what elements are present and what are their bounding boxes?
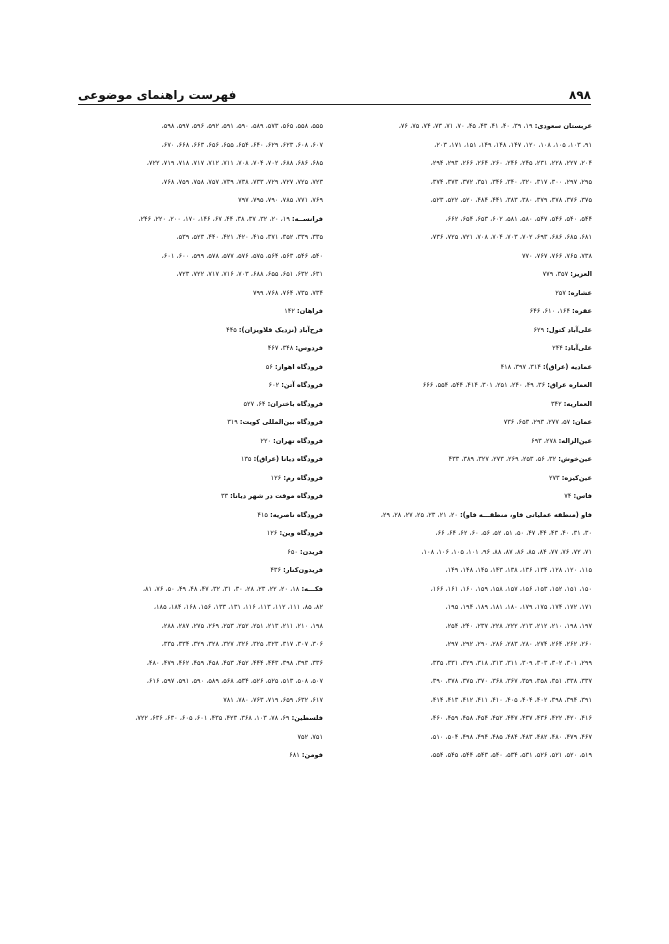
index-line — [78, 709, 323, 728]
index-entry-term: علی‌آباد کتول: — [546, 325, 592, 334]
index-line — [345, 506, 592, 525]
index-line — [345, 524, 592, 543]
index-entry-term: فرودگاه تهران: — [273, 436, 323, 445]
index-entry-term: علی‌آباد: — [564, 344, 592, 352]
index-entry-term: عشاره: — [567, 288, 592, 297]
index-entry-pages: ۳۶، ۴۹، ۲۴۰، ۲۵۱، ۳۰۱، ۴۱۴، ۵۴۴، ۵۵۴، ۶۶۶ — [422, 381, 548, 389]
index-entry-term: عمان: — [572, 418, 592, 426]
index-entry-pages: ۲۷۸، ۶۹۳ — [531, 436, 559, 445]
index-line — [345, 376, 592, 395]
index-entry-term: العماریه: — [563, 399, 592, 408]
index-entry-pages: ۲۷۳ — [548, 473, 562, 482]
index-entry-pages: ۲۲۰ — [260, 436, 274, 445]
index-line — [78, 228, 323, 247]
index-entry-pages: ۶۸۱، ۶۸۵، ۶۸۶، ۶۹۳، ۷۰۲، ۷۰۳، ۷۰۴، ۷۰۸، ۷۲۱، ۷۲۵، ۷۳۶، — [430, 233, 592, 241]
index-line — [345, 339, 592, 358]
index-entry-pages: ۴۱۶، ۴۲۰، ۴۲۲، ۴۳۶، ۴۳۷، ۴۴۷، ۴۵۲، ۴۵۴، ۴۵۸، ۴۵۹، ۴۶۰، — [430, 714, 592, 722]
index-line — [78, 247, 323, 266]
index-entry-term: فرودگاه موقت در شهر دیانا: — [230, 492, 323, 500]
index-entry-pages: ۵۴۴، ۵۴۰، ۵۴۶، ۵۴۷، ۵۸۰، ۵۸۱، ۶۰۲، ۶۵۳، ۶۵۴، ۶۶۲، — [445, 214, 592, 223]
index-entry-pages: ۲۹۵، ۲۹۷، ۳۰۰، ۳۱۷، ۳۲۰، ۳۴۰، ۳۴۶، ۳۵۱، ۳۷۲، ۳۷۳، ۳۷۴، — [430, 177, 592, 186]
index-line — [78, 672, 323, 691]
index-entry-pages: ۱۵۰، ۱۵۱، ۱۵۲، ۱۵۳، ۱۵۶، ۱۵۷، ۱۵۸، ۱۵۹، ۱۶۰، ۱۶۱، ۱۶۶، — [430, 584, 592, 593]
index-entry-pages: ۷۳۴، ۷۳۵، ۷۶۴، ۷۶۸، ۷۹۹ — [252, 288, 323, 297]
index-entry-pages: ۱۴۲ — [284, 307, 297, 315]
index-entry-pages: ۵۰۷، ۵۰۸، ۵۱۳، ۵۲۵، ۵۲۶، ۵۳۴، ۵۶۸، ۵۸۹، ۵۹۰، ۵۹۱، ۵۹۷، ۶۱۶، — [146, 677, 323, 685]
index-entry-pages: ۶۱۷، ۶۳۲، ۶۵۹، ۷۱۹، ۷۶۳، ۷۸۰، ۷۸۱ — [223, 695, 323, 704]
index-entry-pages: ۳۰۶، ۳۰۷، ۳۱۷، ۳۲۳، ۳۲۵، ۳۲۶، ۳۲۷، ۳۲۸، ۳۲۹، ۳۳۴، ۳۳۵، — [161, 640, 323, 648]
index-line — [78, 284, 323, 303]
running-title: فهرست راهنمای موضوعی — [78, 88, 237, 102]
index-entry-pages: ۴۱۵ — [257, 510, 271, 519]
index-entry-term: عربستان سعودی: — [534, 122, 592, 130]
index-entry-pages: ۳۴۲ — [551, 399, 564, 408]
index-line — [345, 265, 592, 284]
index-entry-pages: ۷۱، ۷۲، ۷۶، ۷۷، ۸۴، ۸۵، ۸۶، ۸۷، ۸۸، ۹۶، ۱۰۱، ۱۰۵، ۱۰۶، ۱۰۸، — [421, 547, 592, 556]
index-line — [345, 654, 592, 673]
index-entry-pages: ۹۱، ۱۰۳، ۱۰۵، ۱۰۸، ۱۲۰، ۱۴۷، ۱۴۸، ۱۴۹، ۱۵۱، ۱۷۱، ۲۰۳، — [434, 140, 592, 149]
index-line — [78, 376, 323, 395]
index-entry-term: فراهان: — [297, 307, 323, 315]
index-entry-pages: ۱۹۸، ۲۱۰، ۲۱۱، ۲۱۳، ۲۵۱، ۲۵۲، ۲۵۳، ۲۶۹، ۲۷۵، ۲۸۷، ۲۸۸، — [161, 621, 323, 630]
index-entry-term: عین‌خوش: — [558, 455, 592, 463]
index-entry-pages: ۷۵۱، ۷۵۲ — [297, 732, 323, 741]
index-entry-term: عمادیه (عراق): — [543, 362, 592, 371]
header-rule — [78, 104, 591, 105]
index-line — [78, 302, 323, 321]
index-entry-pages: ۶۵۰ — [287, 547, 301, 556]
index-entry-pages: ۳۱۴، ۳۹۷، ۴۱۸ — [500, 362, 544, 371]
index-entry-pages: ۳۳۷، ۳۳۸، ۳۵۱، ۳۵۸، ۳۵۹، ۳۶۷، ۳۶۸، ۳۷۰، ۳۷۵، ۳۷۸، ۳۹۰، — [430, 677, 592, 685]
index-entry-pages: ۶۲۹ — [533, 325, 547, 334]
index-line — [345, 709, 592, 728]
index-line — [345, 413, 592, 432]
index-entry-term: فرودگاه دیانا (عراق): — [253, 455, 323, 463]
index-entry-pages: ۵۶ — [265, 362, 275, 371]
index-entry-pages: ۳۳۵، ۳۳۹، ۳۵۲، ۳۷۱، ۴۱۵، ۴۲۰، ۴۲۱، ۴۴۰، ۵۲۳، ۵۳۹، — [176, 233, 323, 241]
index-line — [345, 154, 592, 173]
index-entry-pages: ۷۲۳، ۷۲۵، ۷۲۷، ۷۲۹، ۷۳۳، ۷۳۸، ۷۳۹، ۷۵۷، ۷۵۸، ۷۵۹، ۷۶۸، — [161, 177, 323, 186]
index-line — [345, 321, 592, 340]
index-entry-term: عین‌الزاله: — [558, 436, 592, 445]
index-line — [345, 672, 592, 691]
index-line — [345, 598, 592, 617]
index-line — [345, 635, 592, 654]
index-line — [78, 358, 323, 377]
index-line — [78, 321, 323, 340]
index-entry-pages: ۳۷۵، ۳۷۶، ۳۷۸، ۳۷۹، ۳۸۰، ۳۸۳، ۴۴۱، ۴۸۴، ۵۲۰، ۵۲۲، ۵۲۳، — [430, 196, 592, 204]
index-entry-pages: ۴۶۷، ۴۷۹، ۴۸۰، ۴۸۲، ۴۸۳، ۴۸۴، ۴۸۵، ۴۹۴، ۴۹۸، ۵۰۴، ۵۱۰، — [430, 732, 592, 741]
index-column-right — [345, 117, 592, 765]
index-entry-term: فریدن: — [300, 547, 323, 556]
index-entry-pages: ۳۹۱، ۳۹۴، ۳۹۸، ۴۰۲، ۴۰۴، ۴۰۵، ۴۱۰، ۴۱۱، ۴۱۲، ۴۱۳، ۴۱۴، — [430, 695, 592, 704]
index-entry-pages: ۳۳۶، ۳۹۳، ۳۹۸، ۴۴۳، ۴۴۴، ۴۵۲، ۴۵۳، ۴۵۸، ۴۵۹، ۴۶۲، ۴۷۹، ۴۸۰، — [146, 658, 323, 667]
index-line — [78, 487, 323, 506]
index-entry-term: فرح‌آباد (نزدیک قلاویزان): — [238, 325, 323, 334]
index-line — [78, 635, 323, 654]
index-entry-term: فرودگاه رم: — [283, 473, 323, 482]
index-entry-term: فومن: — [301, 751, 323, 759]
index-entry-term: فاو (منطقه عملیاتی فاو، منطقـــه فاو): — [460, 510, 592, 519]
index-line — [78, 154, 323, 173]
index-line — [345, 191, 592, 210]
index-entry-term: فریدون‌کنار: — [283, 566, 323, 574]
index-entry-pages: ۳۰، ۳۱، ۴۰، ۴۳، ۴۴، ۴۷، ۵۰، ۵۱، ۵۲، ۵۶، ۶۰، ۶۲، ۶۴، ۶۶، — [435, 529, 592, 537]
index-entry-term: عقره: — [572, 307, 592, 315]
index-entry-pages: ۷۳۸، ۷۶۵، ۷۶۶، ۷۶۷، ۷۷۰ — [521, 251, 592, 260]
index-line — [345, 228, 592, 247]
index-line — [78, 728, 323, 747]
index-line — [345, 247, 592, 266]
index-line — [345, 173, 592, 192]
index-line — [78, 173, 323, 192]
index-entry-term: فرودگاه باختران: — [267, 399, 323, 408]
index-entry-pages: ۷۶۹، ۷۷۱، ۷۸۵، ۷۹۰، ۷۹۵، ۷۹۷ — [238, 196, 323, 204]
index-line — [345, 728, 592, 747]
index-column-left — [78, 117, 323, 765]
index-entry-pages: ۱۷۱، ۱۷۲، ۱۷۴، ۱۷۵، ۱۷۹، ۱۸۰، ۱۸۱، ۱۸۹، ۱۹۴، ۱۹۵، — [445, 603, 592, 611]
index-line — [345, 395, 592, 414]
index-entry-term: فکـــه: — [301, 584, 323, 593]
index-entry-pages: ۴۳۶ — [270, 566, 284, 574]
index-entry-pages: ۲۹۹، ۳۰۱، ۳۰۲، ۳۰۳، ۳۰۹، ۳۱۱، ۳۱۳، ۳۱۸، ۳۲۹، ۳۳۱، ۳۳۵، — [430, 658, 592, 667]
index-entry-pages: ۱۶۴، ۶۱۰، ۶۴۶ — [529, 307, 573, 315]
index-entry-pages: ۵۵۵، ۵۵۸، ۵۶۵، ۵۷۳، ۵۸۹، ۵۹۰، ۵۹۱، ۵۹۲، ۵۹۶، ۵۹۷، ۵۹۸، — [161, 122, 323, 130]
index-entry-pages: ۶۸۵، ۶۸۶، ۶۸۸، ۷۰۲، ۷۰۴، ۷۰۸، ۷۱۱، ۷۱۲، ۷۱۷، ۷۱۸، ۷۱۹، ۷۲۲، — [146, 159, 323, 167]
index-entry-term: العزیز: — [570, 270, 592, 278]
index-entry-pages: ۳۳ — [220, 492, 231, 500]
index-entry-pages: ۳۱۹ — [227, 418, 240, 426]
index-entry-pages: ۵۱۹، ۵۲۰، ۵۲۱، ۵۲۶، ۵۳۱، ۵۳۴، ۵۴۰، ۵۴۳، ۵۴۴، ۵۴۵، ۵۵۴، — [430, 751, 592, 759]
index-line — [345, 284, 592, 303]
index-line — [78, 506, 323, 525]
index-entry-term: فرودگاه وین: — [279, 529, 323, 537]
index-line — [345, 469, 592, 488]
index-entry-pages: ۱۳۵ — [240, 455, 254, 463]
index-line — [345, 432, 592, 451]
index-entry-pages: ۲۶۰، ۲۶۲، ۲۶۴، ۲۷۴، ۲۸۰، ۲۸۳، ۲۸۶، ۲۹۰، ۲۹۲، ۲۹۷، — [445, 640, 592, 648]
index-entry-pages: ۶۳۱، ۶۳۲، ۶۵۱، ۶۵۵، ۶۸۸، ۷۰۳، ۷۱۶، ۷۱۷، ۷۲۲، ۷۲۳، — [176, 270, 323, 278]
index-entry-pages: ۱۹، ۳۹، ۴۰، ۴۱، ۴۳، ۴۵، ۷۰، ۷۱، ۷۳، ۷۴، ۷۵، ۷۶، — [398, 122, 535, 130]
index-entry-pages: ۶۹، ۷۸، ۱۰۳، ۳۶۸، ۴۲۳، ۴۳۵، ۶۰۱، ۶۰۵، ۶۳۰، ۶۳۶، ۷۲۲، — [135, 714, 292, 722]
index-line — [78, 543, 323, 562]
index-entry-term: فرودگاه اهواز: — [274, 362, 323, 371]
index-entry-pages: ۱۹، ۲۰، ۳۲، ۳۷، ۳۸، ۴۴، ۶۷، ۱۴۶، ۱۷۰، ۲۰۰، ۲۲۰، ۲۴۶، — [138, 214, 292, 223]
index-line — [78, 432, 323, 451]
index-line — [78, 265, 323, 284]
index-line — [78, 136, 323, 155]
index-line — [345, 746, 592, 765]
index-entry-pages: ۱۲۶ — [266, 529, 280, 537]
index-entry-pages: ۷۴ — [564, 492, 574, 500]
index-entry-pages: ۱۹۷، ۱۹۸، ۲۱۰، ۲۱۲، ۲۱۳، ۲۲۲، ۲۲۸، ۲۳۷، ۲۴۰، ۲۵۴، — [445, 621, 592, 630]
index-line — [78, 746, 323, 765]
index-line — [345, 561, 592, 580]
index-entry-pages: ۶۰۷، ۶۰۸، ۶۲۳، ۶۲۹، ۶۴۰، ۶۵۴، ۶۵۵، ۶۵۶، ۶۶۳، ۶۶۸، ۶۷۰، — [161, 140, 323, 149]
index-entry-pages: ۲۰۴، ۲۲۷، ۲۲۸، ۲۳۱، ۲۴۵، ۲۴۶، ۲۶۰، ۲۶۴، ۲۶۶، ۲۹۳، ۲۹۴، — [430, 159, 592, 167]
index-entry-term: العماره عراق: — [547, 381, 592, 389]
index-line — [345, 487, 592, 506]
index-line — [78, 524, 323, 543]
index-line — [78, 210, 323, 229]
index-entry-pages: ۸۲، ۸۵، ۱۱۱، ۱۱۲، ۱۱۳، ۱۱۶، ۱۳۱، ۱۳۳، ۱۵۶، ۱۶۸، ۱۸۴، ۱۸۵، — [153, 603, 323, 611]
index-line — [78, 395, 323, 414]
index-line — [78, 598, 323, 617]
index-entry-pages: ۱۲۶ — [270, 473, 284, 482]
index-line — [345, 358, 592, 377]
index-entry-term: عین‌کیزه: — [561, 473, 592, 482]
index-entry-pages: ۴۴۵ — [226, 325, 239, 334]
index-entry-term: فرودگاه آتن: — [281, 381, 323, 389]
index-entry-pages: ۳۴۸، ۴۶۷ — [267, 344, 296, 352]
index-entry-pages: ۵۷، ۲۷۷، ۲۹۳، ۶۵۳، ۷۳۶ — [503, 418, 573, 426]
index-line — [78, 580, 323, 599]
index-entry-pages: ۱۸، ۲۰، ۲۲، ۲۳، ۲۸، ۳۰، ۳۱، ۳۲، ۴۷، ۴۸، ۴۹، ۵۰، ۷۶، ۸۱، — [142, 584, 302, 593]
index-line — [345, 136, 592, 155]
index-entry-term: فردوس: — [295, 344, 323, 352]
index-line — [78, 191, 323, 210]
index-line — [345, 117, 592, 136]
index-line — [345, 450, 592, 469]
index-entry-term: فرودگاه ناصریه: — [270, 510, 323, 519]
index-line — [345, 210, 592, 229]
index-entry-term: فاس: — [573, 492, 592, 500]
index-line — [345, 543, 592, 562]
index-entry-pages: ۱۱۵، ۱۲۰، ۱۲۸، ۱۳۴، ۱۳۶، ۱۳۸، ۱۴۳، ۱۴۵، ۱۴۸، ۱۴۹، — [445, 566, 592, 574]
index-entry-pages: ۲۵۷ — [555, 288, 568, 297]
index-entry-pages: ۳۲، ۵۶، ۲۵۳، ۲۶۹، ۲۷۳، ۳۲۷، ۳۸۹، ۴۳۳ — [448, 455, 559, 463]
index-entry-pages: ۲۴۴ — [552, 344, 565, 352]
index-entry-term: فرانســه: — [291, 214, 323, 223]
index-line — [78, 654, 323, 673]
page-header — [78, 76, 591, 102]
index-line — [78, 469, 323, 488]
index-line — [78, 117, 323, 136]
index-line — [78, 339, 323, 358]
index-line — [345, 617, 592, 636]
index-line — [78, 450, 323, 469]
page-number: ۸۹۸ — [569, 88, 591, 102]
index-entry-pages: ۵۴۰، ۵۴۶، ۵۶۳، ۵۶۴، ۵۷۵، ۵۷۶، ۵۷۷، ۵۷۸، ۵۹۹، ۶۰۰، ۶۰۱، — [161, 251, 323, 260]
index-line — [345, 302, 592, 321]
index-line — [78, 561, 323, 580]
index-line — [345, 580, 592, 599]
index-entry-term: فرودگاه بین‌المللی کویت: — [239, 418, 323, 426]
index-entry-term: فلسطین: — [291, 714, 323, 722]
index-line — [78, 413, 323, 432]
index-entry-pages: ۳۵۷، ۷۷۹ — [542, 270, 571, 278]
index-entry-pages: ۶۰۲ — [268, 381, 282, 389]
index-line — [345, 691, 592, 710]
index-entry-pages: ۶۸۱ — [289, 751, 302, 759]
index-entry-pages: ۲۰، ۲۱، ۲۳، ۲۵، ۲۷، ۲۸، ۲۹، — [380, 510, 461, 519]
index-line — [78, 617, 323, 636]
index-entry-pages: ۶۴، ۵۲۷ — [243, 399, 268, 408]
index-line — [78, 691, 323, 710]
